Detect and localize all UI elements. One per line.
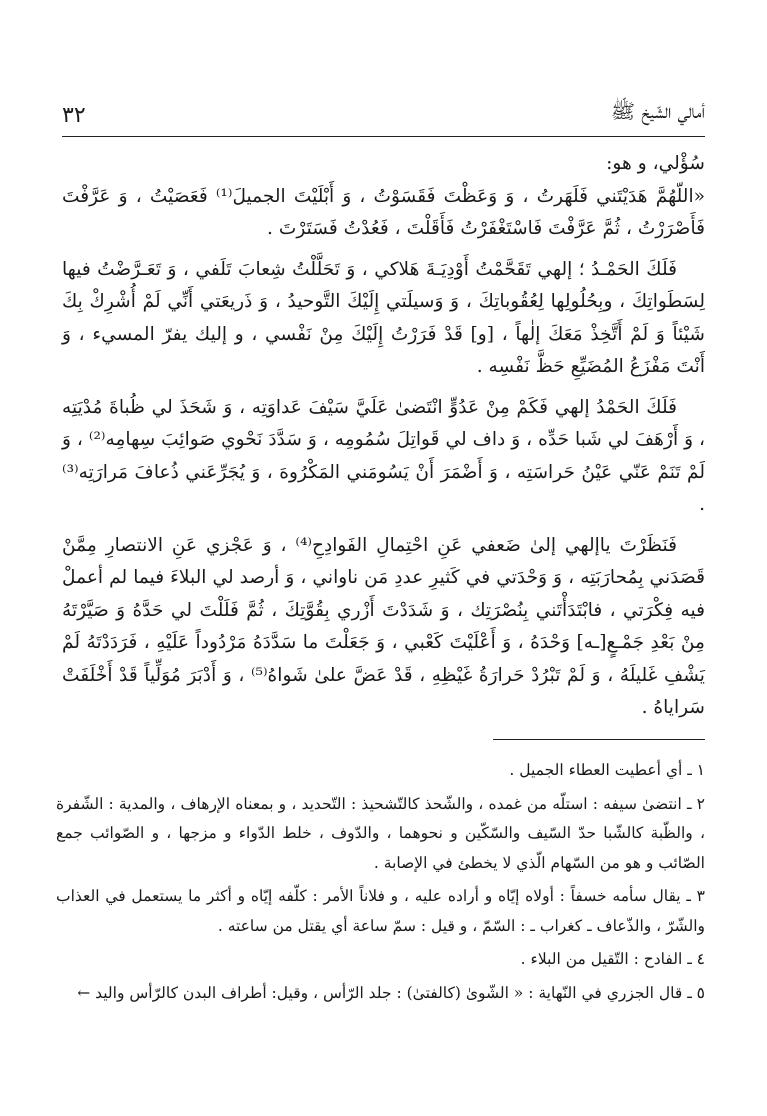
footnote-3: ٣ ـ يقال سأمه خسفاً : أولاه إيّاه و أراده عليه ، و فلاناً الأمر : كلّفه إيّاه و أكثر ما يستعمل في العذاب والشّرّ ، والذّعاف ـ كغراب ـ : السّمّ ، و قيل : سمّ ساعة أي يقتل من ساعته . xyxy=(56,887,705,935)
footnotes xyxy=(56,756,705,1008)
paragraph-supplication-3: فَلَكَ الحَمْدُ إلهي فَكَمْ مِنْ عَدُوٍّ انْتَضىٰ عَلَيَّ سَيْفَ عَداوَتِه ، وَ شَحَذَ لي ظُباةَ مُدْيَتِه ، وَ أَرْهَفَ لي شَبا حَدِّه ، وَ داف لي قَواتِلَ سُمُومِه ، وَ سَدَّدَ نَحْوي صَوائِبَ سِهامِه⁽²⁾ ، وَ لَمْ تَنَمْ عَنّي عَيْنُ حَراسَتِه ، وَ أَضْمَرَ أَنْ يَسُومَني المَكْرُوهَ ، وَ يُجَرِّعَني ذُعافَ مَرارَتِه⁽³⁾ . xyxy=(62,396,705,515)
page-number: ٣٢ xyxy=(62,103,86,128)
footnote-1: ١ ـ أي أعطيت العطاء الجميل . xyxy=(509,761,705,779)
footnote-divider xyxy=(493,739,705,740)
paragraph-supplication-4: فَنَظَرْتَ ياإلهي إلىٰ ضَعفي عَنِ احْتِمالِ الفَوادِحِ⁽⁴⁾ ، وَ عَجْزي عَنِ الانتصارِ مِمَّنْ قَصَدَني بِمُحارَبَتِه ، وَ وَحْدَتي في كَثيرِ عددِ مَن ناواني ، وَ أرصد لي البلاءَ فيما لم أعملْ فيه فِكْرَتي ، فابْتَدَأْتَني بِنُصْرَتِك ، وَ شَدَدْتَ أَزْري بِقُوَّتِكَ ، ثُمَّ فَلَلْتَ لي حَدَّهُ وَ صَيَّرْتَهُ مِنْ بَعْدِ جَمْـعٍ[ـه] وَحْدَهُ ، وَ أَعْلَيْتَ كَعْبي ، وَ جَعَلْتَ ما سَدَّدَهُ مَرْدُوداً عَلَيْهِ ، فَرَدَدْتَهُ لَمْ يَشْفِ غَليلَهُ ، وَ لَمْ تَبْرُدْ حَرارَةُ غَيْظِهِ ، قَدْ عَضَّ علىٰ شَواهُ⁽⁵⁾ ، وَ أَدْبَرَ مُوَلِّياً قَدْ أَخْلَفَتْ سَراياهُ . xyxy=(62,534,705,718)
running-title: أمالي الشّيخ ﷺ xyxy=(610,99,705,123)
footnote-5: ٥ ـ قال الجزري في النّهاية : « الشّوىٰ (كالفتىٰ) : جلد الرّأس ، وقيل: أطراف البدن كالرّأس واليد ← xyxy=(77,983,705,1002)
paragraph-intro: سُؤْلي، و هو: xyxy=(606,153,705,174)
footnote-2: ٢ ـ انتضىٰ سيفه : استلّه من غمده ، والشّحذ كالتّشحيذ : التّحديد ، و بمعناه الإرهاف ، والمدية : الشّفرة ، والظّبة كالشّبا حدّ السّيف والسّكّين و نحوهما ، والدّوف ، خلط الدّواء و مزجها ، و الصّوائب جمع الصّائب و هو من السّهام الّذي لا يخطئ في الإصابة . xyxy=(56,794,705,872)
paragraph-supplication-2: فَلَكَ الحَمْـدُ ؛ إلهي تَقَحَّمْتُ أَوْدِيَـةَ هَلاكي ، وَ تَحَلَّلْتُ شِعابَ تَلَفي ، وَ تَعَـرَّضْتُ فيها لِسَطَواتِكَ ، وبِحُلُولِها لِعُقُوباتِكَ ، وَ وَسيلَتي إِلَيْكَ التَّوحيدُ ، وَ ذَريعَتي أَنِّي لَمْ أُشْرِكْ بِكَ شَيْئاً وَ لَمْ أَتَّخِذْ مَعَكَ إلٰهاً ، [و] قَدْ فَرَرْتُ إِلَيْكَ مِنْ نَفْسي ، و إليك يفرّ المسيء ، وَ أَنْتَ مَفْزَعُ المُضَيِّعِ حَظَّ نَفْسِه . xyxy=(62,258,705,377)
main-text xyxy=(62,148,705,733)
paragraph-supplication-1: «اللّهُمَّ هَدَيْتَني فَلَهَرتُ ، وَ وَعَظْتَ فَقَسَوْتُ ، وَ أَبْلَيْتَ الجميلَ⁽¹⁾ فَعَصَيْتُ ، وَ عَرَّفْتَ فَأَصْرَرْتُ ، ثُمَّ عَرَّفْتَ فَاسْتَغْفَرْتُ فَأَقَلْتَ ، فَعُدْتُ فَسَتَرْتَ . xyxy=(62,185,705,239)
page-header xyxy=(62,88,705,137)
footnote-4: ٤ ـ الفادح : التّقيل من البلاء . xyxy=(520,950,705,968)
